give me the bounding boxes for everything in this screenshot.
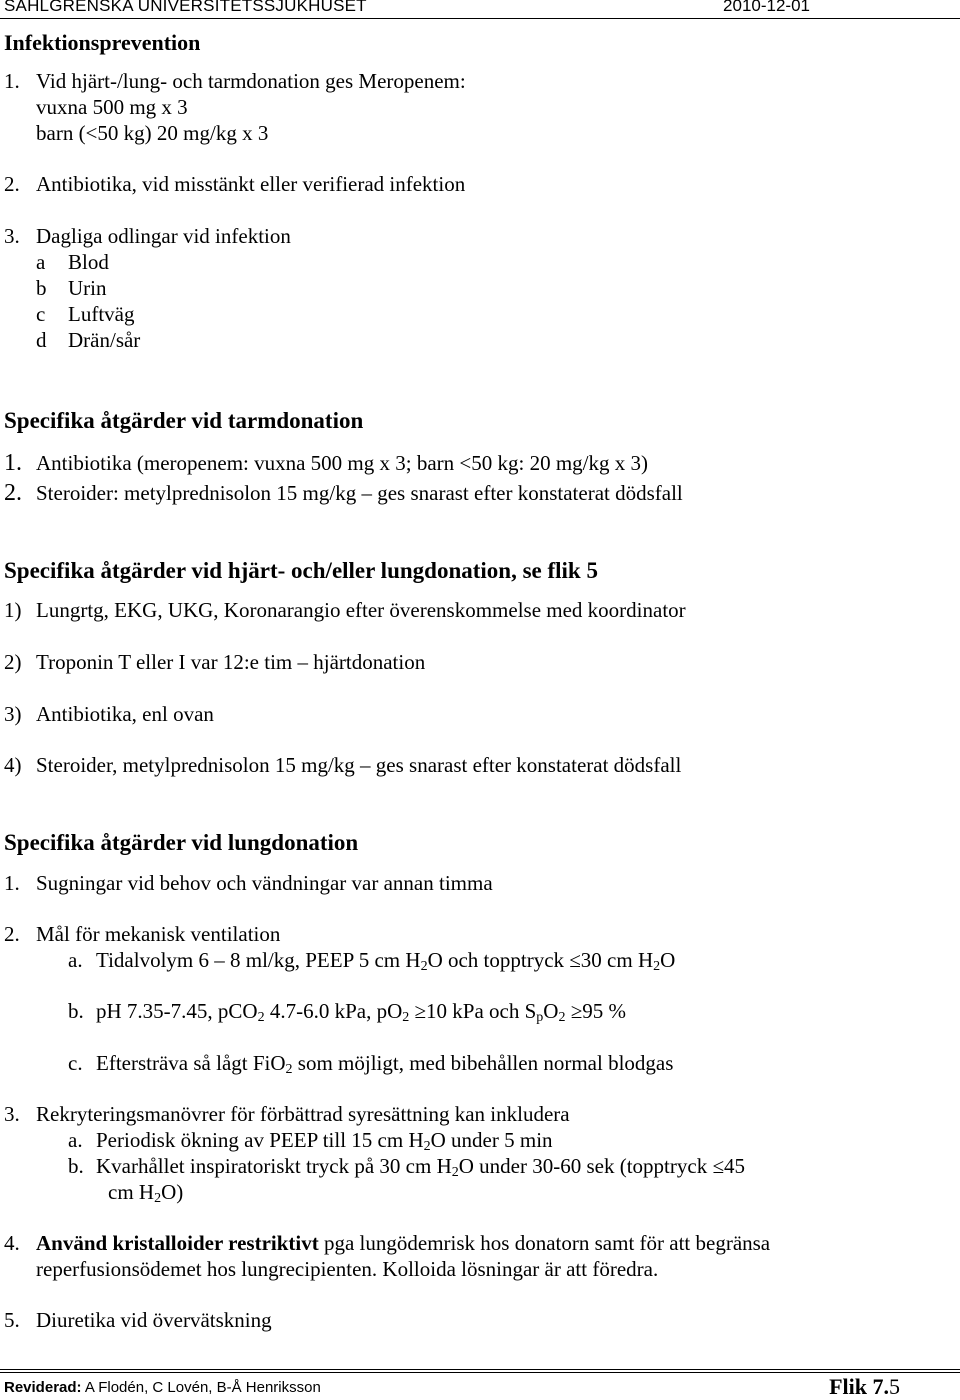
section-title-lung: Specifika åtgärder vid lungdonation — [4, 830, 359, 855]
hjart-item-4: 4) Steroider, metylprednisolon 15 mg/kg – ges snarast efter konstaterat dödsfall — [4, 753, 682, 777]
infection-item-2: 2. Antibiotika, vid misstänkt eller verifierad infektion — [4, 172, 466, 196]
culture-item: d Drän/sår — [36, 328, 141, 352]
lung-item-4: 4. Använd kristalloider restriktivt pga lungödemrisk hos donatorn samt för att begränsa — [4, 1231, 771, 1255]
recruitment-b: b. Kvarhållet inspiratoriskt tryck på 30 cm $H_2O$ under 30-60 sek (topptryck ≤45 — [68, 1154, 745, 1180]
infection-item-1: 1. Vid hjärt-/lung- och tarmdonation ges Meropenem: — [4, 69, 466, 93]
culture-item: c Luftväg — [36, 302, 135, 326]
tarm-item-1: 1. Antibiotika (meropenem: vuxna 500 mg x 3; barn <50 kg: 20 mg/kg x 3) — [4, 450, 649, 476]
document-date: 2010-12-01 — [723, 0, 810, 15]
lung-item-4-continued: reperfusionsödemet hos lungrecipienten. Kolloida lösningar är att föredra. — [36, 1257, 659, 1281]
infection-item-3: 3. Dagliga odlingar vid infektion — [4, 224, 291, 248]
recruitment-b-continued: cm $H_2O$) — [108, 1180, 184, 1206]
revision-info: Reviderad: A Flodén, C Lovén, B-Å Henriksson — [4, 1379, 321, 1396]
section-title-tarm: Specifika åtgärder vid tarmdonation — [4, 408, 364, 433]
lung-item-3: 3. Rekryteringsmanövrer för förbättrad syresättning kan inkludera — [4, 1102, 570, 1126]
recruitment-a: a. Periodisk ökning av PEEP till 15 cm $H_2O$ under 5 min — [68, 1128, 553, 1154]
dose-adult: vuxna 500 mg x 3 — [36, 95, 188, 119]
lung-item-2: 2. Mål för mekanisk ventilation — [4, 922, 281, 946]
ventilation-target-b: b. pH 7.35-7.45, pCO$_2$ 4.7-6.0 kPa, $pO_2 \ge 10$ kPa och $S_pO_2 \ge 95$ % — [68, 999, 626, 1025]
lung-item-5: 5. Diuretika vid övervätskning — [4, 1308, 272, 1332]
organization-name: SAHLGRENSKA UNIVERSITETSSJUKHUSET — [4, 0, 367, 15]
page-header — [0, 0, 960, 18]
culture-item: a Blod — [36, 250, 109, 274]
hjart-item-1: 1) Lungrtg, EKG, UKG, Koronarangio efter överenskommelse med koordinator — [4, 598, 686, 622]
ventilation-target-c: c. Eftersträva så lågt FiO$_2$ som möjligt, med bibehållen normal blodgas — [68, 1051, 674, 1077]
section-title-hjart: Specifika åtgärder vid hjärt- och/eller lungdonation, se flik 5 — [4, 558, 598, 583]
culture-item: b Urin — [36, 276, 107, 300]
tarm-item-2: 2. Steroider: metylprednisolon 15 mg/kg – ges snarast efter konstaterat dödsfall — [4, 480, 683, 506]
footer-divider — [0, 1369, 960, 1370]
section-title-infection: Infektionsprevention — [4, 30, 201, 55]
footer-divider — [0, 1372, 960, 1373]
dose-child: barn (<50 kg) 20 mg/kg x 3 — [36, 121, 269, 145]
header-divider — [0, 18, 960, 19]
flik-number: Flik 7.5 — [829, 1374, 900, 1399]
lung-item-1: 1. Sugningar vid behov och vändningar var annan timma — [4, 871, 493, 895]
hjart-item-3: 3) Antibiotika, enl ovan — [4, 702, 214, 726]
hjart-item-2: 2) Troponin T eller I var 12:e tim – hjärtdonation — [4, 650, 426, 674]
ventilation-target-a: a. Tidalvolym 6 – 8 ml/kg, PEEP 5 cm $H_2O$ och topptryck ≤30 cm $H_2O$ — [68, 948, 676, 974]
